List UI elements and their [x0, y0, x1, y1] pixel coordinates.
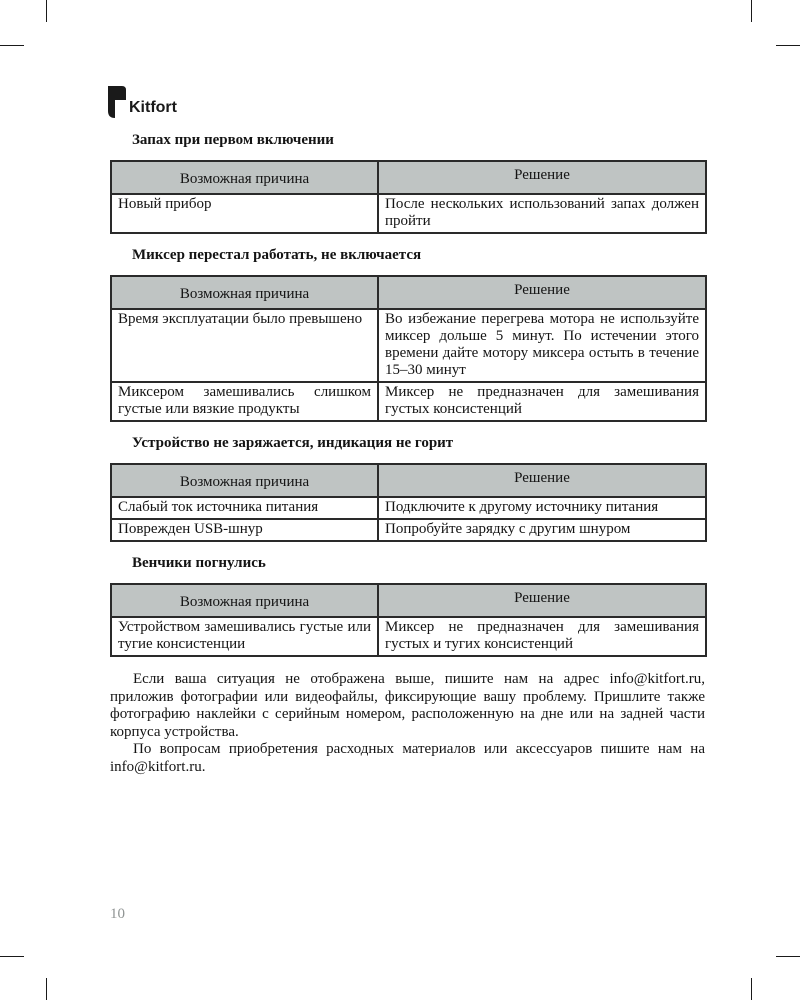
- troubleshooting-table: [110, 463, 707, 542]
- cell-cause: Время эксплуатации было превышено: [111, 309, 378, 382]
- table-header-row: [111, 464, 706, 497]
- header-cause: Возможная причина: [111, 464, 378, 497]
- crop-mark: [776, 956, 800, 957]
- header-solution: Решение: [378, 161, 706, 194]
- table-row: [111, 382, 706, 421]
- crop-mark: [46, 0, 47, 22]
- section-title: Запах при первом включении: [132, 132, 334, 148]
- table-header-row: [111, 276, 706, 309]
- cell-cause: Слабый ток источника питания: [111, 497, 378, 519]
- header-cause: Возможная причина: [111, 161, 378, 194]
- troubleshooting-table: [110, 583, 707, 657]
- header-solution: Решение: [378, 584, 706, 617]
- cell-cause: Устройством замешивались густые или тугие консистенции: [111, 617, 378, 656]
- table-row: [111, 519, 706, 541]
- section-title: Венчики погнулись: [132, 555, 266, 571]
- kitfort-logo-icon: [108, 86, 126, 118]
- cell-solution: Подключите к другому источнику питания: [378, 497, 706, 519]
- table-row: [111, 309, 706, 382]
- troubleshooting-content: [110, 131, 705, 776]
- brand-logo: [108, 86, 177, 118]
- header-solution: Решение: [378, 276, 706, 309]
- crop-mark: [751, 978, 752, 1000]
- table-header-row: [111, 584, 706, 617]
- header-solution: Решение: [378, 464, 706, 497]
- cell-solution: Миксер не предназначен для замешивания густых консистенций: [378, 382, 706, 421]
- support-paragraph: По вопросам приобретения расходных материалов или аксессуаров пишите нам на info@kitfort.ru.: [110, 741, 705, 775]
- section-title: Устройство не заряжается, индикация не горит: [132, 435, 454, 451]
- section-title: Миксер перестал работать, не включается: [132, 247, 422, 263]
- cell-cause: Новый прибор: [111, 194, 378, 233]
- cell-solution: Миксер не предназначен для замешивания густых и тугих консистенций: [378, 617, 706, 656]
- page-number: 10: [110, 906, 125, 922]
- cell-solution: После нескольких использований запах должен пройти: [378, 194, 706, 233]
- crop-mark: [751, 0, 752, 22]
- brand-name: Kitfort: [129, 99, 177, 116]
- cell-cause: Миксером замешивались слишком густые или вязкие продукты: [111, 382, 378, 421]
- support-paragraph: Если ваша ситуация не отображена выше, пишите нам на адрес info@kitfort.ru, приложив фотографии или видеофайлы, фиксирующие вашу проблему. Пришлите также фотографию наклейки с серийным номером, расположенную на дне или на задней части корпуса устройства.: [110, 671, 705, 740]
- troubleshooting-table: [110, 160, 707, 234]
- troubleshooting-table: [110, 275, 707, 422]
- crop-mark: [0, 45, 24, 46]
- crop-mark: [0, 956, 24, 957]
- crop-mark: [46, 978, 47, 1000]
- table-row: [111, 194, 706, 233]
- support-note: [110, 671, 705, 776]
- crop-mark: [776, 45, 800, 46]
- header-cause: Возможная причина: [111, 276, 378, 309]
- cell-solution: Во избежание перегрева мотора не используйте миксер дольше 5 минут. По истечении этого времени дайте мотору миксера остыть в течение 15–30 минут: [378, 309, 706, 382]
- cell-cause: Поврежден USB-шнур: [111, 519, 378, 541]
- table-header-row: [111, 161, 706, 194]
- header-cause: Возможная причина: [111, 584, 378, 617]
- table-row: [111, 617, 706, 656]
- cell-solution: Попробуйте зарядку с другим шнуром: [378, 519, 706, 541]
- table-row: [111, 497, 706, 519]
